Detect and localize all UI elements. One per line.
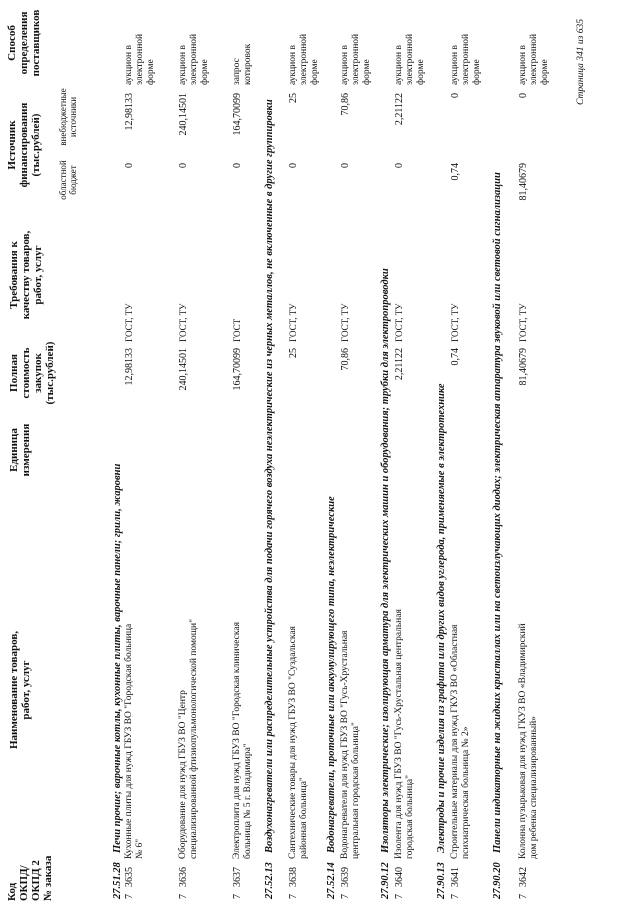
header-unit: Единица измерения <box>8 423 32 477</box>
header-financing: Источник финансирования (тыс.рублей) <box>6 102 42 188</box>
section-title: 27.90.12Изоляторы электрические; изолирующая арматура для электрических машин и оборудования; трубки для электропроводки <box>380 268 391 899</box>
header-requirements: Требования к качеству товаров, работ, услуг <box>8 230 44 320</box>
section-title: 27.52.13Воздухонагреватели или распределительные устройства для подачи горячего воздуха неэлектрические из черных металлов, не включенные в другие группировки <box>264 99 275 899</box>
section-title: 27.52.14Водонагреватели, проточные или аккумулирующего типа, неэлектрические <box>326 496 337 899</box>
header-code: Код ОКПД/ ОКПД 2 № заказа <box>6 855 54 901</box>
page-number: Страница 341 из 635 <box>576 19 586 105</box>
header-method: Способ определения поставщиков <box>6 9 42 77</box>
section-title: 27.90.20Панели индикаторные на жидких кристаллах или на светоизлучающих диодах; электрическая аппаратура звуковой или световой сигнализации <box>492 172 503 899</box>
rotated-sheet: Код ОКПД/ ОКПД 2 № заказа Наименование товаров, работ, услуг Единица измерения Полная стоимость закупок (тыс.рублей) Требования к качеству товаров, работ, услуг Источник финансирования (тыс.рублей) областной бюджет внебюджетные источники Способ определения поставщиков 27.51.28Печи прочие; варочные котлы, кухонные плиты, варочные панели; грили, жаровни 7 3635 Кухонные плиты для нужд ГБУЗ ВО "Городская больница № 6" 12,98133 ГОСТ, ТУ 0 12,98133 аукцион в электронной форме 7 3636 Оборудование для нужд ГБУЗ ВО "Центр специализированной фтизиопульмонологической помощи" 240,14501 ГОСТ, ТУ 0 240,14501 аукцион в электронной форме 7 3637 Электроплита для нужд ГБУЗ ВО "Городская клиническая больница № 5 г. Владимира" 164,70099 ГОСТ 0 164,70099 запрос котировок 27.52.13Воздухонагреватели или распределительные устройства для подачи горячего воздуха неэлектрические из черных металлов, не включенные в другие группировки 7 3638 Сантехнические товары для нужд ГБУЗ ВО "Суздальская районная больница" 25 ГОСТ, ТУ 0 25 аукцион в электронной форме 27.52.14Водонагреватели, проточные или аккумулирующего типа, неэлектрические 7 3639 Водонагреватели для нужд ГБУЗ ВО "Гусь-Хрустальная центральная городская больница" 70,86 ГОСТ, ТУ 0 70,86 аукцион в электронной форме 27.90.12Изоляторы электрические; изолирующая арматура для электрических машин и оборудования; трубки для электропроводки 7 3640 Изолента для нужд ГБУЗ ВО "Гусь-Хрустальная центральная городская больница" 2,21122 ГОСТ, ТУ 0 2,21122 аукцион в электронной форме 27.90.13Электроды и прочие изделия из графита или других видов углерода, применяемые в электротехнике 7 3641 Строительные материалы для нужд ГКУЗ ВО «Областная психиатрическая больница № 2» 0,74 ГОСТ, ТУ 0,74 0 аукцион в электронной форме 27.90.20Панели индикаторные на жидких кристаллах или на светоизлучающих диодах; электрическая аппаратура звуковой или световой сигнализации 7 3642 Колонна пузырьковая для нужд ГКУЗ ВО «Владимирский дом ребенка специализированный» 81,40679 ГОСТ, ТУ 81,40679 0 аукцион в электронной форме Страница 341 из 635 <box>0 0 640 905</box>
header-cost: Полная стоимость закупок (тыс.рублей) <box>8 341 56 405</box>
header-name: Наименование товаров, работ, услуг <box>8 630 32 750</box>
section-title: 27.90.13Электроды и прочие изделия из графита или других видов углерода, применяемые в электротехнике <box>436 383 447 899</box>
header-financing-extra: внебюджетные источники <box>58 88 78 146</box>
header-financing-regional: областной бюджет <box>58 160 78 200</box>
section-title: 27.51.28Печи прочие; варочные котлы, кухонные плиты, варочные панели; грили, жаровни <box>112 463 123 899</box>
